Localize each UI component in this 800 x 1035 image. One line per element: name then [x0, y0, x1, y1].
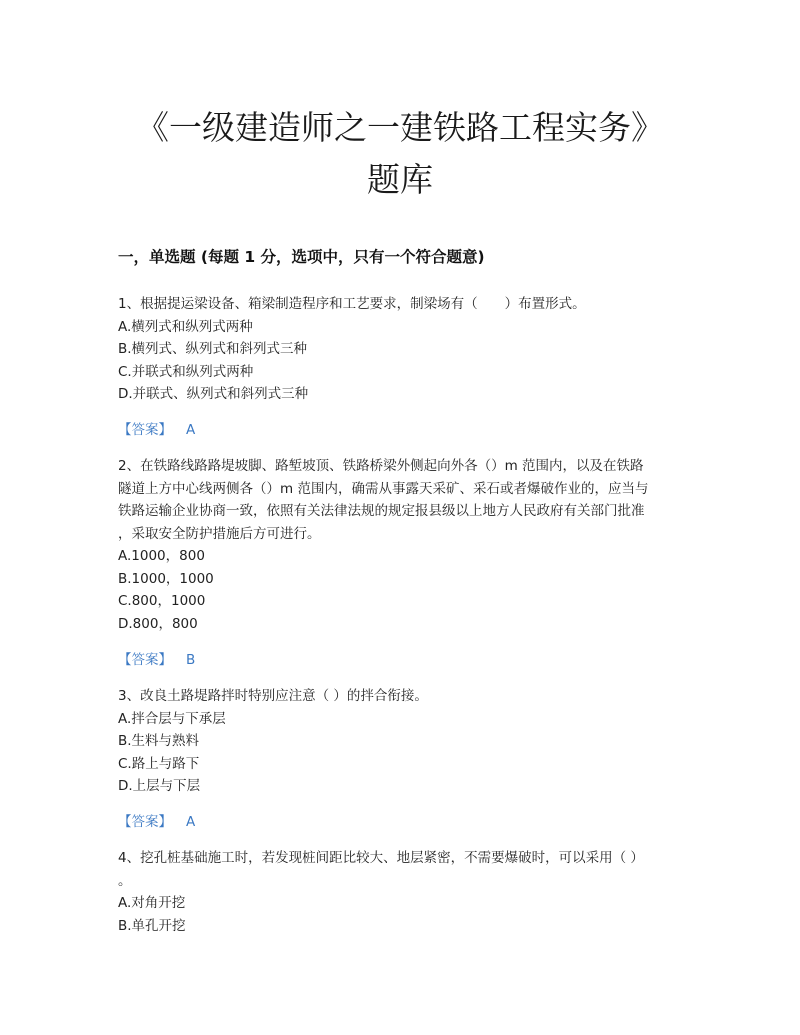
section-heading: 一，单选题 (每题 1 分，选项中，只有一个符合题意): [118, 248, 485, 266]
question-option: B.1000，1000: [118, 570, 214, 587]
question-option: C.路上与路下: [118, 755, 200, 772]
question-option: C.800，1000: [118, 593, 206, 609]
question-4: [118, 847, 688, 937]
answer-label: 【答案】: [118, 814, 172, 830]
answer-1: [118, 419, 195, 441]
question-option: D.并联式、纵列式和斜列式三种: [118, 386, 309, 402]
question-3: [118, 685, 688, 798]
answer-label: 【答案】: [118, 652, 172, 668]
question-stem-line: 隧道上方中心线两侧各（）m 范围内，确需从事露天采矿、采石或者爆破作业的，应当与: [118, 480, 649, 497]
question-option: A.横列式和纵列式两种: [118, 318, 253, 335]
question-stem-line: 铁路运输企业协商一致，依照有关法律法规的规定报县级以上地方人民政府有关部门批准: [118, 503, 645, 519]
question-stem-line: 2、在铁路线路路堤坡脚、路堑坡顶、铁路桥梁外侧起向外各（）m 范围内，以及在铁路: [118, 458, 644, 474]
question-option: C.并联式和纵列式两种: [118, 363, 254, 380]
answer-value: A: [186, 814, 196, 830]
question-option: A.对角开挖: [118, 895, 186, 911]
answer-3: [118, 811, 195, 833]
question-option: A.拌合层与下承层: [118, 710, 226, 727]
answer-value: A: [186, 422, 196, 438]
question-stem: 1、根据提运梁设备、箱梁制造程序和工艺要求，制梁场有（ ）布置形式。: [118, 296, 586, 312]
question-option: D.上层与下层: [118, 778, 201, 794]
question-stem-line: 。: [118, 872, 132, 889]
document-title: 《一级建造师之一建铁路工程实务》: [136, 108, 664, 147]
answer-2: [118, 649, 195, 671]
question-stem: 3、改良土路堤路拌时特别应注意（ ）的拌合衔接。: [118, 688, 428, 704]
question-option: D.800，800: [118, 615, 198, 632]
question-2: [118, 455, 688, 635]
document-subtitle: 题库: [367, 160, 433, 199]
question-option: B.横列式、纵列式和斜列式三种: [118, 341, 308, 357]
question-option: A.1000，800: [118, 548, 205, 564]
question-stem-line: 4、挖孔桩基础施工时，若发现桩间距比较大、地层紧密，不需要爆破时，可以采用（ ）: [118, 850, 644, 866]
answer-value: B: [186, 652, 196, 668]
answer-label: 【答案】: [118, 422, 172, 438]
question-option: B.生料与熟料: [118, 733, 200, 749]
question-stem-line: ，采取安全防护措施后方可进行。: [118, 525, 321, 542]
question-option: B.单孔开挖: [118, 917, 186, 934]
question-1: [118, 293, 688, 406]
